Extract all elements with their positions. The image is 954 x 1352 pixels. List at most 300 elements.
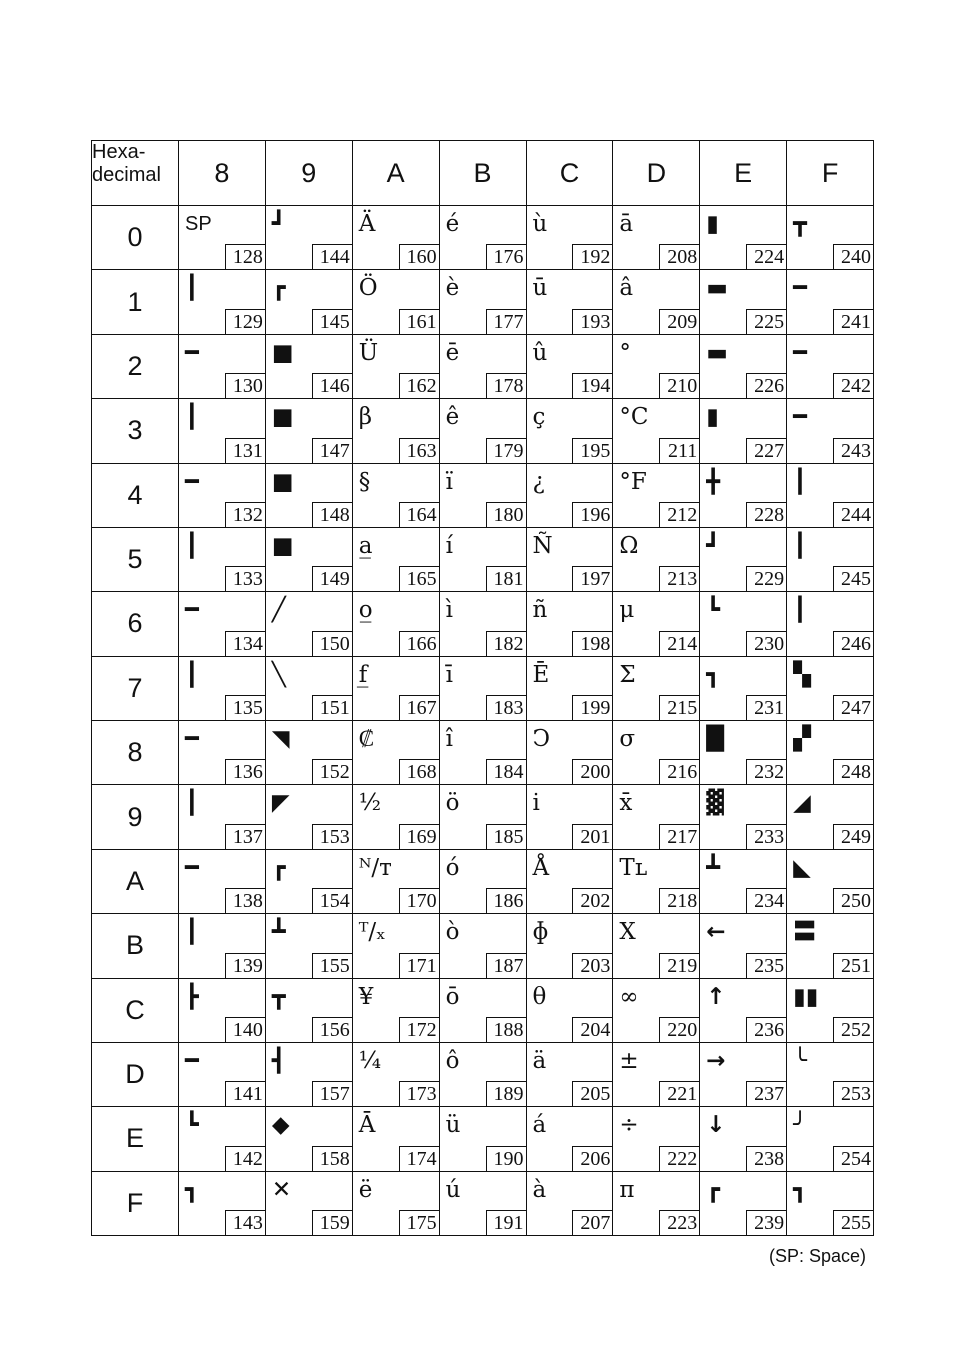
- decimal-code: 219: [659, 953, 699, 978]
- code-cell: [787, 399, 874, 463]
- code-cell: [700, 914, 787, 978]
- glyph: ◤: [271, 790, 290, 817]
- decimal-code: 216: [659, 759, 699, 784]
- decimal-code: 181: [486, 566, 526, 591]
- code-cell: [787, 270, 874, 334]
- code-cell: [526, 527, 613, 591]
- decimal-code: 167: [399, 695, 439, 720]
- glyph: ━: [185, 468, 199, 495]
- decimal-code: 149: [312, 566, 352, 591]
- glyph: Ö: [358, 275, 378, 302]
- glyph: ━: [793, 339, 807, 366]
- glyph: ■: [271, 532, 294, 559]
- glyph: 〓: [793, 919, 817, 946]
- decimal-code: 152: [312, 759, 352, 784]
- glyph: ±: [619, 1047, 639, 1074]
- code-cell: [526, 592, 613, 656]
- glyph: ë: [358, 1176, 373, 1203]
- code-cell: [265, 270, 352, 334]
- decimal-code: 214: [659, 631, 699, 656]
- code-cell: [787, 1171, 874, 1235]
- glyph: °C: [619, 404, 649, 431]
- code-cell: [613, 399, 700, 463]
- glyph: á: [532, 1112, 547, 1139]
- code-cell: [787, 978, 874, 1042]
- glyph: ━: [793, 404, 807, 431]
- code-cell: [613, 1042, 700, 1106]
- glyph: ┃: [793, 597, 807, 624]
- column-header-E: E: [700, 141, 787, 206]
- code-cell: [526, 463, 613, 527]
- row-header-0: 0: [92, 206, 179, 270]
- decimal-code: 168: [399, 759, 439, 784]
- decimal-code: 179: [486, 438, 526, 463]
- code-cell: [787, 463, 874, 527]
- decimal-code: 242: [833, 373, 873, 398]
- code-cell: [613, 1171, 700, 1235]
- code-cell: [613, 1107, 700, 1171]
- code-cell: [352, 592, 439, 656]
- code-cell: [179, 463, 266, 527]
- decimal-code: 228: [746, 502, 786, 527]
- glyph: ┓: [706, 661, 721, 688]
- code-cell: [265, 914, 352, 978]
- glyph: Ü: [358, 339, 379, 366]
- glyph: ᵀ/ₓ: [358, 919, 386, 946]
- row-header-7: 7: [92, 656, 179, 720]
- code-cell: [439, 463, 526, 527]
- decimal-code: 203: [572, 953, 612, 978]
- code-cell: [352, 1042, 439, 1106]
- decimal-code: 146: [312, 373, 352, 398]
- decimal-code: 159: [312, 1210, 352, 1235]
- code-cell: [787, 914, 874, 978]
- row-header-5: 5: [92, 527, 179, 591]
- code-cell: [613, 849, 700, 913]
- glyph: X: [619, 919, 636, 946]
- glyph: ò: [445, 919, 460, 946]
- code-cell: [179, 527, 266, 591]
- decimal-code: 164: [399, 502, 439, 527]
- glyph: ù: [532, 211, 548, 237]
- decimal-code: 137: [225, 824, 265, 849]
- decimal-code: 206: [572, 1146, 612, 1171]
- decimal-code: 244: [833, 502, 873, 527]
- decimal-code: 198: [572, 631, 612, 656]
- decimal-code: 188: [486, 1017, 526, 1042]
- decimal-code: 195: [572, 438, 612, 463]
- code-cell: [439, 1042, 526, 1106]
- glyph: Σ: [619, 661, 636, 688]
- code-cell: [179, 849, 266, 913]
- glyph: ▮: [706, 211, 719, 237]
- code-cell: [613, 206, 700, 270]
- glyph: →: [706, 1047, 726, 1074]
- glyph: ó: [445, 854, 460, 881]
- code-cell: [700, 463, 787, 527]
- decimal-code: 175: [399, 1210, 439, 1235]
- code-cell: [787, 206, 874, 270]
- code-cell: [352, 334, 439, 398]
- decimal-code: 139: [225, 953, 265, 978]
- decimal-code: 248: [833, 759, 873, 784]
- decimal-code: 191: [486, 1210, 526, 1235]
- glyph: ┃: [793, 532, 807, 559]
- decimal-code: 232: [746, 759, 786, 784]
- glyph: ━: [185, 339, 199, 366]
- decimal-code: 184: [486, 759, 526, 784]
- decimal-code: 140: [225, 1017, 265, 1042]
- code-cell: [700, 399, 787, 463]
- code-cell: [526, 785, 613, 849]
- code-cell: [526, 978, 613, 1042]
- decimal-code: 155: [312, 953, 352, 978]
- code-cell: [439, 270, 526, 334]
- code-cell: [179, 270, 266, 334]
- glyph: ◥: [271, 726, 290, 752]
- code-cell: [179, 721, 266, 785]
- code-cell: [700, 1171, 787, 1235]
- decimal-code: 189: [486, 1081, 526, 1106]
- code-cell: [526, 849, 613, 913]
- glyph: ┃: [793, 468, 807, 495]
- decimal-code: 236: [746, 1017, 786, 1042]
- decimal-code: 224: [746, 244, 786, 269]
- row-header-B: B: [92, 914, 179, 978]
- glyph: ┓: [185, 1176, 199, 1203]
- glyph: î: [445, 726, 453, 752]
- glyph: ü: [445, 1112, 461, 1139]
- code-cell: [439, 527, 526, 591]
- glyph: ú: [445, 1176, 461, 1203]
- code-cell: [439, 206, 526, 270]
- glyph: ╯: [793, 1112, 807, 1139]
- decimal-code: 134: [225, 631, 265, 656]
- code-cell: [265, 849, 352, 913]
- code-cell: [613, 463, 700, 527]
- code-cell: [179, 399, 266, 463]
- glyph: ö: [445, 790, 460, 817]
- glyph: ■: [271, 404, 294, 431]
- decimal-code: 194: [572, 373, 612, 398]
- code-cell: [265, 721, 352, 785]
- glyph: â: [619, 275, 634, 302]
- glyph: μ: [619, 597, 635, 624]
- code-cell: [700, 656, 787, 720]
- glyph: ┃: [185, 275, 199, 302]
- glyph: ì: [445, 597, 453, 624]
- glyph: ¥: [358, 983, 374, 1010]
- glyph: í: [445, 532, 453, 559]
- decimal-code: 230: [746, 631, 786, 656]
- decimal-code: 186: [486, 888, 526, 913]
- code-cell: [526, 206, 613, 270]
- decimal-code: 217: [659, 824, 699, 849]
- code-cell: [179, 334, 266, 398]
- glyph: ┻: [271, 919, 286, 946]
- decimal-code: 215: [659, 695, 699, 720]
- glyph: ▬: [706, 339, 728, 366]
- decimal-code: 212: [659, 502, 699, 527]
- glyph: f̲: [358, 661, 368, 688]
- code-cell: [179, 785, 266, 849]
- code-cell: [439, 849, 526, 913]
- code-cell: [352, 399, 439, 463]
- glyph: ū: [532, 275, 548, 302]
- decimal-code: 255: [833, 1210, 873, 1235]
- decimal-code: 153: [312, 824, 352, 849]
- glyph: ━: [185, 597, 199, 624]
- glyph: ½: [358, 790, 382, 817]
- glyph: ◢: [793, 790, 811, 817]
- code-cell: [700, 1107, 787, 1171]
- decimal-code: 187: [486, 953, 526, 978]
- decimal-code: 246: [833, 631, 873, 656]
- row-header-E: E: [92, 1107, 179, 1171]
- code-cell: [352, 1107, 439, 1171]
- code-cell: [613, 270, 700, 334]
- glyph: Ē: [532, 661, 550, 688]
- glyph: σ: [619, 726, 636, 752]
- decimal-code: 166: [399, 631, 439, 656]
- code-cell: [352, 656, 439, 720]
- glyph: Å: [532, 854, 550, 881]
- decimal-code: 207: [572, 1210, 612, 1235]
- decimal-code: 249: [833, 824, 873, 849]
- row-header-8: 8: [92, 721, 179, 785]
- glyph: ¼: [358, 1047, 382, 1074]
- glyph: ┃: [185, 532, 199, 559]
- glyph: ■: [271, 339, 294, 366]
- decimal-code: 199: [572, 695, 612, 720]
- code-cell: [352, 527, 439, 591]
- glyph: █: [706, 726, 724, 752]
- code-cell: [700, 785, 787, 849]
- decimal-code: 132: [225, 502, 265, 527]
- decimal-code: 128: [225, 244, 265, 269]
- glyph: ▬: [706, 275, 728, 302]
- glyph: ä: [532, 1047, 547, 1074]
- row-header-D: D: [92, 1042, 179, 1106]
- decimal-code: 177: [486, 309, 526, 334]
- code-cell: [700, 527, 787, 591]
- glyph: ┃: [185, 919, 199, 946]
- glyph: ╰: [793, 1047, 807, 1074]
- row-header-1: 1: [92, 270, 179, 334]
- code-cell: [265, 1107, 352, 1171]
- code-cell: [439, 1171, 526, 1235]
- glyph: ç: [532, 404, 546, 431]
- column-header-C: C: [526, 141, 613, 206]
- glyph: ◆: [271, 1112, 290, 1139]
- decimal-code: 172: [399, 1017, 439, 1042]
- corner-label-1: Hexa-: [92, 141, 146, 163]
- decimal-code: 252: [833, 1017, 873, 1042]
- decimal-code: 161: [399, 309, 439, 334]
- glyph: ┗: [706, 597, 721, 624]
- decimal-code: 233: [746, 824, 786, 849]
- decimal-code: 222: [659, 1146, 699, 1171]
- code-cell: [265, 592, 352, 656]
- decimal-code: 130: [225, 373, 265, 398]
- glyph: Ñ: [532, 532, 553, 559]
- code-cell: [265, 206, 352, 270]
- code-cell: [265, 399, 352, 463]
- code-cell: [700, 270, 787, 334]
- code-cell: [613, 527, 700, 591]
- code-cell: [179, 592, 266, 656]
- code-cell: [613, 334, 700, 398]
- code-cell: [179, 1042, 266, 1106]
- decimal-code: 156: [312, 1017, 352, 1042]
- decimal-code: 221: [659, 1081, 699, 1106]
- glyph: ¿: [532, 468, 545, 495]
- decimal-code: 226: [746, 373, 786, 398]
- glyph: ┛: [706, 532, 721, 559]
- glyph: ┏: [706, 1176, 721, 1203]
- code-cell: [787, 592, 874, 656]
- code-cell: [700, 721, 787, 785]
- code-cell: [352, 785, 439, 849]
- glyph: ✕: [271, 1176, 292, 1203]
- glyph: ▞: [793, 726, 811, 752]
- decimal-code: 250: [833, 888, 873, 913]
- glyph: x̄: [619, 790, 633, 817]
- decimal-code: 247: [833, 695, 873, 720]
- column-header-D: D: [613, 141, 700, 206]
- corner-header: [92, 141, 179, 206]
- decimal-code: 200: [572, 759, 612, 784]
- decimal-code: 240: [833, 244, 873, 269]
- decimal-code: 193: [572, 309, 612, 334]
- decimal-code: 201: [572, 824, 612, 849]
- glyph: ┃: [185, 661, 199, 688]
- glyph: ▚: [793, 661, 811, 688]
- decimal-code: 178: [486, 373, 526, 398]
- decimal-code: 157: [312, 1081, 352, 1106]
- row-header-6: 6: [92, 592, 179, 656]
- decimal-code: 202: [572, 888, 612, 913]
- code-cell: [265, 785, 352, 849]
- glyph: °F: [619, 468, 647, 495]
- row-header-9: 9: [92, 785, 179, 849]
- column-header-B: B: [439, 141, 526, 206]
- decimal-code: 129: [225, 309, 265, 334]
- glyph: ┓: [793, 1176, 807, 1203]
- decimal-code: 197: [572, 566, 612, 591]
- code-cell: [700, 592, 787, 656]
- code-cell: [526, 656, 613, 720]
- code-cell: [352, 206, 439, 270]
- code-cell: [352, 1171, 439, 1235]
- code-cell: [526, 270, 613, 334]
- glyph: ₡: [358, 726, 375, 752]
- decimal-code: 131: [225, 438, 265, 463]
- decimal-code: 251: [833, 953, 873, 978]
- glyph: Tʟ: [619, 854, 648, 881]
- code-cell: [787, 1107, 874, 1171]
- code-cell: [439, 785, 526, 849]
- glyph: ā: [619, 211, 634, 237]
- code-cell: [787, 527, 874, 591]
- decimal-code: 253: [833, 1081, 873, 1106]
- code-cell: [439, 1107, 526, 1171]
- column-header-F: F: [787, 141, 874, 206]
- decimal-code: 144: [312, 244, 352, 269]
- glyph: ━: [185, 854, 199, 881]
- glyph: ñ: [532, 597, 548, 624]
- decimal-code: 133: [225, 566, 265, 591]
- code-cell: [352, 849, 439, 913]
- decimal-code: 142: [225, 1146, 265, 1171]
- decimal-code: 170: [399, 888, 439, 913]
- code-cell: [265, 1171, 352, 1235]
- glyph: è: [445, 275, 460, 302]
- glyph: ᴺ/ᴛ: [358, 854, 392, 881]
- decimal-code: 220: [659, 1017, 699, 1042]
- decimal-code: 169: [399, 824, 439, 849]
- glyph: ╋: [706, 468, 721, 495]
- glyph: Ä: [358, 211, 376, 237]
- code-cell: [265, 334, 352, 398]
- code-cell: [700, 978, 787, 1042]
- code-cell: [439, 721, 526, 785]
- glyph: Ā: [358, 1112, 376, 1139]
- glyph: ■: [271, 468, 294, 495]
- decimal-code: 227: [746, 438, 786, 463]
- character-code-table: [91, 140, 871, 1266]
- column-header-A: A: [352, 141, 439, 206]
- code-cell: [700, 206, 787, 270]
- glyph: ī: [445, 661, 453, 688]
- code-cell: [439, 592, 526, 656]
- glyph: a̲: [358, 532, 373, 559]
- code-cell: [352, 914, 439, 978]
- glyph: ╲: [271, 661, 286, 688]
- decimal-code: 192: [572, 244, 612, 269]
- code-cell: [526, 1171, 613, 1235]
- code-cell: [526, 1107, 613, 1171]
- glyph: ō: [445, 983, 460, 1010]
- code-cell: [439, 334, 526, 398]
- decimal-code: 150: [312, 631, 352, 656]
- glyph: ô: [445, 1047, 460, 1074]
- glyph: ┃: [185, 404, 199, 431]
- corner-label-2: decimal: [92, 164, 161, 186]
- glyph: ↓: [706, 1112, 726, 1139]
- decimal-code: 135: [225, 695, 265, 720]
- decimal-code: 210: [659, 373, 699, 398]
- glyph: ┏: [271, 275, 286, 302]
- code-cell: [179, 978, 266, 1042]
- glyph: o̲: [358, 597, 373, 624]
- column-header-9: 9: [265, 141, 352, 206]
- glyph: ē: [445, 339, 460, 366]
- code-cell: [787, 785, 874, 849]
- code-cell: [265, 463, 352, 527]
- decimal-code: 225: [746, 309, 786, 334]
- row-header-2: 2: [92, 334, 179, 398]
- decimal-code: 145: [312, 309, 352, 334]
- code-cell: [613, 914, 700, 978]
- code-cell: [613, 592, 700, 656]
- decimal-code: 211: [659, 438, 699, 463]
- decimal-code: 218: [659, 888, 699, 913]
- decimal-code: 176: [486, 244, 526, 269]
- decimal-code: 245: [833, 566, 873, 591]
- code-cell: [352, 463, 439, 527]
- glyph: ┳: [271, 983, 286, 1010]
